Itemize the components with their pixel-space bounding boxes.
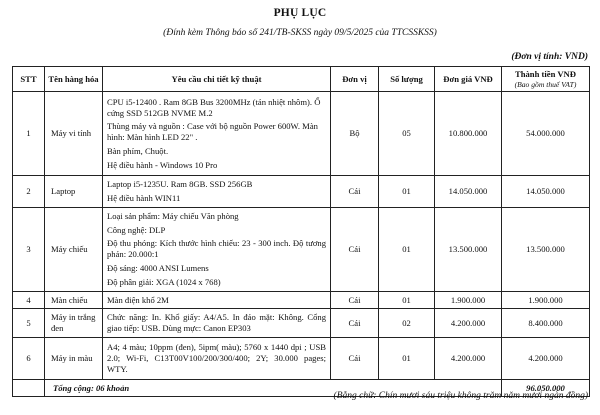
spec-line: Thùng máy và nguồn : Case với bộ nguồn Power 600W. Màn hình: Màn hình LED 22" . xyxy=(107,121,318,143)
row-unit: Cái xyxy=(331,207,379,291)
table-row xyxy=(13,176,590,207)
spec-line: Độ thu phóng: Kích thước hình chiếu: 23 - 300 inch. Độ tương phản: 20.000:1 xyxy=(107,238,326,260)
header-total-note: (Bao gồm thuế VAT) xyxy=(514,79,577,89)
row-price: 10.800.000 xyxy=(435,92,502,176)
total-value: 96.050.000 xyxy=(502,379,590,396)
row-qty: 01 xyxy=(379,291,435,309)
row-unit: Cái xyxy=(331,337,379,379)
row-total: 14.050.000 xyxy=(502,176,590,207)
spec-line: Laptop i5-1235U. Ram 8GB. SSD 256GB xyxy=(107,179,253,190)
row-total: 4.200.000 xyxy=(502,337,590,379)
row-total: 13.500.000 xyxy=(502,207,590,291)
header-unit: Đơn vị xyxy=(331,67,379,92)
spec-line: Bàn phím, Chuột. xyxy=(107,145,169,156)
spec-line: Hệ điều hành - Windows 10 Pro xyxy=(107,159,218,170)
table-row xyxy=(13,309,590,337)
spec-line: Chức năng: In. Khổ giấy: A4/A5. In đảo mặt: Không. Cổng giao tiếp: USB. Dùng mực: Canon EP303 xyxy=(107,312,326,334)
row-name: Máy in trắng đen xyxy=(45,309,103,337)
row-spec xyxy=(103,309,331,337)
row-stt: 3 xyxy=(13,207,45,291)
row-qty: 01 xyxy=(379,176,435,207)
row-name: Laptop xyxy=(45,176,103,207)
total-label: Tổng cộng: 06 khoản xyxy=(45,379,502,396)
row-price: 4.200.000 xyxy=(435,309,502,337)
header-stt: STT xyxy=(13,67,45,92)
spec-line: A4; 4 màu; 10ppm (đen), 5ipm( màu); 5760 x 1440 dpi ; USB 2.0; Wi-Fi, C13T00V100/200/300/400; 2Y; 30.000 pages; WTY. xyxy=(107,342,326,374)
row-unit: Cái xyxy=(331,176,379,207)
row-name: Màn chiếu xyxy=(45,291,103,309)
row-total: 1.900.000 xyxy=(502,291,590,309)
row-unit: Cái xyxy=(331,309,379,337)
row-unit: Cái xyxy=(331,291,379,309)
equipment-table xyxy=(12,66,590,397)
spec-line: Độ phân giải: XGA (1024 x 768) xyxy=(107,276,221,287)
spec-line: Công nghệ: DLP xyxy=(107,224,166,235)
row-stt: 2 xyxy=(13,176,45,207)
row-name: Máy vi tính xyxy=(45,92,103,176)
row-total: 8.400.000 xyxy=(502,309,590,337)
row-price: 1.900.000 xyxy=(435,291,502,309)
spec-line: Loại sản phẩm: Máy chiếu Văn phòng xyxy=(107,210,239,221)
spec-line: Màn điện khổ 2M xyxy=(107,294,169,305)
currency-unit-note: (Đơn vị tính: VND) xyxy=(511,52,588,62)
page-subtitle: (Đính kèm Thông báo số 241/TB-SKSS ngày 09/5/2025 của TTCSSKSS) xyxy=(163,28,437,38)
table-row xyxy=(13,207,590,291)
row-stt: 1 xyxy=(13,92,45,176)
row-total: 54.000.000 xyxy=(502,92,590,176)
table-row xyxy=(13,337,590,379)
table-row xyxy=(13,92,590,176)
row-name: Máy in màu xyxy=(45,337,103,379)
header-total xyxy=(502,67,590,92)
spec-line: Hệ điều hành WIN11 xyxy=(107,192,181,203)
row-spec xyxy=(103,291,331,309)
row-unit: Bộ xyxy=(331,92,379,176)
row-spec xyxy=(103,92,331,176)
header-qty: Số lượng xyxy=(379,67,435,92)
row-name: Máy chiếu xyxy=(45,207,103,291)
page-title: PHỤ LỤC xyxy=(273,7,327,19)
row-price: 4.200.000 xyxy=(435,337,502,379)
table-row xyxy=(13,291,590,309)
row-qty: 02 xyxy=(379,309,435,337)
header-name: Tên hàng hóa xyxy=(45,67,103,92)
row-stt: 4 xyxy=(13,291,45,309)
row-stt: 5 xyxy=(13,309,45,337)
row-price: 14.050.000 xyxy=(435,176,502,207)
header-price: Đơn giá VNĐ xyxy=(435,67,502,92)
header-spec: Yêu cầu chi tiết kỹ thuật xyxy=(103,67,331,92)
table-header-row xyxy=(13,67,590,92)
row-stt: 6 xyxy=(13,337,45,379)
row-price: 13.500.000 xyxy=(435,207,502,291)
row-spec xyxy=(103,337,331,379)
row-spec xyxy=(103,207,331,291)
amount-in-words: (Bằng chữ: Chín mươi sáu triệu không trăm năm mươi ngàn đồng) xyxy=(333,391,588,401)
row-spec xyxy=(103,176,331,207)
total-blank-cell xyxy=(13,379,45,396)
spec-line: Độ sáng: 4000 ANSI Lumens xyxy=(107,262,209,273)
spec-line: CPU i5-12400 . Ram 8GB Bus 3200MHz (tản nhiệt nhôm). Ổ cứng SSD 512GB NVME M.2 xyxy=(107,97,321,118)
row-qty: 05 xyxy=(379,92,435,176)
header-total-label: Thành tiền VNĐ xyxy=(515,69,576,79)
row-qty: 01 xyxy=(379,207,435,291)
row-qty: 01 xyxy=(379,337,435,379)
